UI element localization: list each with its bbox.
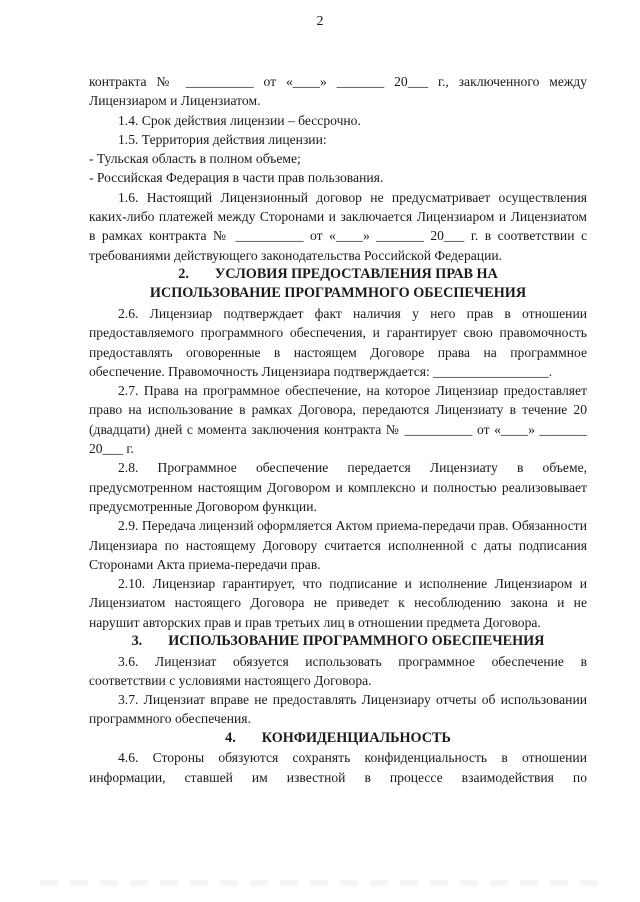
- paragraph-1-4: 1.4. Срок действия лицензии – бессрочно.: [118, 112, 361, 128]
- document-body: [89, 72, 587, 787]
- paragraph-2-8: 2.8. Программное обеспечение передается Лицензиату в объеме, предусмотренном настоящим Договором и комплексно и полностью реализовывает предусмотренные Договором функции.: [89, 460, 587, 514]
- paragraph-contract-continuation: контракта № __________ от «____» _______ 20___ г., заключенного между Лицензиаром и Лицензиатом.: [89, 74, 587, 109]
- section-3-title: ИСПОЛЬЗОВАНИЕ ПРОГРАММНОГО ОБЕСПЕЧЕНИЯ: [168, 633, 545, 650]
- section-4-heading: [89, 729, 587, 749]
- paragraph-3-7: 3.7. Лицензиат вправе не предоставлять Лицензиару отчеты об использовании программного обеспечения.: [89, 692, 587, 727]
- paragraph-1-6: 1.6. Настоящий Лицензионный договор не предусматривает осуществления каких-либо платежей между Сторонами и заключается Лицензиаром и Лицензиатом в рамках контракта № __________ от «____» _______ 20___ г. в соответствии с требованиями действующего законодательства Российской Федерации.: [89, 189, 587, 263]
- paragraph-2-6: 2.6. Лицензиар подтверждает факт наличия у него прав в отношении предоставляемого программного обеспечения, и гарантирует свою правомочность предоставлять оговоренные в настоящем Договоре права на программное обеспечение. Правомочность Лицензиара подтверждается: _________________.: [89, 305, 587, 379]
- paragraph-3-6: 3.6. Лицензиат обязуется использовать программное обеспечение в соответствии с условиями настоящего Договора.: [89, 653, 587, 688]
- section-3-number: 3.: [131, 633, 143, 650]
- paragraph-2-7: 2.7. Права на программное обеспечение, на которое Лицензиар предоставляет право на использование в рамках Договора, передаются Лицензиату в течение 20 (двадцати) дней с момента заключения контракта № __________ от «____» _______ 20___ г.: [89, 383, 587, 457]
- paragraph-1-5-item-tula: - Тульская область в полном объеме;: [89, 151, 301, 167]
- section-2-title-line1: УСЛОВИЯ ПРЕДОСТАВЛЕНИЯ ПРАВ НА: [214, 265, 498, 282]
- page-number: 2: [316, 14, 324, 29]
- section-2-heading-line2: ИСПОЛЬЗОВАНИЕ ПРОГРАММНОГО ОБЕСПЕЧЕНИЯ: [149, 285, 527, 302]
- paragraph-2-9: 2.9. Передача лицензий оформляется Актом приема-передачи прав. Обязанности Лицензиара по настоящему Договору считается исполненной с даты подписания Сторонами Акта приема-передачи прав.: [89, 518, 587, 572]
- paragraph-1-5-item-russia: - Российская Федерация в части прав пользования.: [89, 170, 384, 186]
- section-4-number: 4.: [225, 729, 236, 746]
- section-4-title: КОНФИДЕНЦИАЛЬНОСТЬ: [261, 729, 451, 746]
- section-3-heading: [89, 632, 587, 652]
- section-2-number: 2.: [178, 265, 189, 282]
- scan-artifact: [40, 880, 600, 886]
- section-2-heading: [89, 265, 587, 285]
- paragraph-2-10: 2.10. Лицензиар гарантирует, что подписание и исполнение Лицензиаром и Лицензиатом настоящего Договора не приведет к несоблюдению закона и не нарушит авторских прав и прав третьих лиц в отношении предмета Договора.: [89, 576, 587, 630]
- paragraph-4-6: 4.6. Стороны обязуются сохранять конфиденциальность в отношении информации, ставшей им известной в процессе взаимодействия по: [89, 750, 587, 785]
- paragraph-1-5: 1.5. Территория действия лицензии:: [118, 131, 327, 147]
